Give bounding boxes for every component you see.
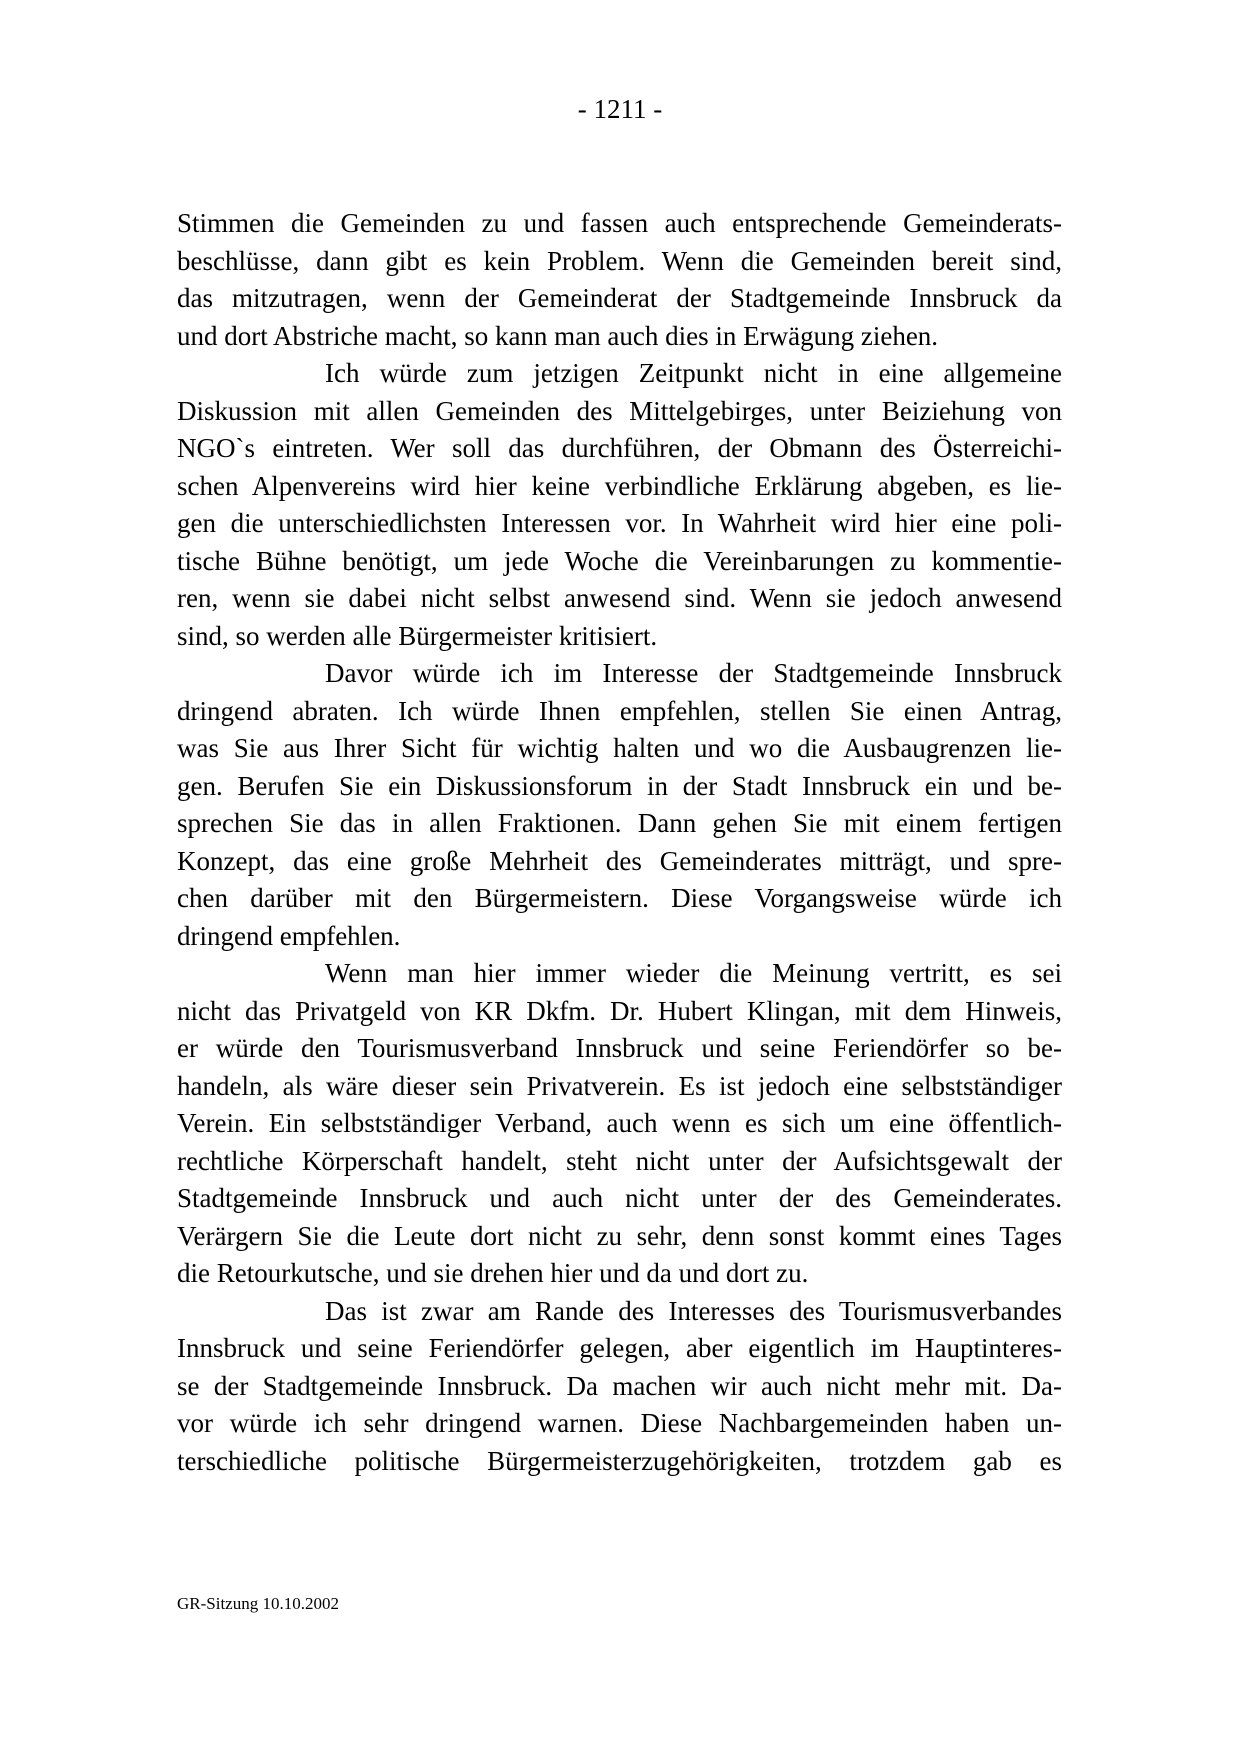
text-line: se der Stadtgemeinde Innsbruck. Da machen wir auch nicht mehr mit. Da- bbox=[177, 1370, 1062, 1401]
text-line: Diskussion mit allen Gemeinden des Mittelgebirges, unter Beiziehung von bbox=[177, 395, 1062, 426]
text-line: Stadtgemeinde Innsbruck und auch nicht unter der des Gemeinderates. bbox=[177, 1183, 1062, 1213]
text-line: ren, wenn sie dabei nicht selbst anwesend sind. Wenn sie jedoch anwesend bbox=[177, 583, 1062, 613]
text-line: beschlüsse, dann gibt es kein Problem. Wenn die Gemeinden bereit sind, bbox=[177, 245, 1062, 276]
text-line: Verein. Ein selbstständiger Verband, auch wenn es sich um eine öffentlich- bbox=[177, 1108, 1062, 1138]
text-line: gen die unterschiedlichsten Interessen vor. In Wahrheit wird hier eine poli- bbox=[177, 508, 1062, 538]
text-line: Davor würde ich im Interesse der Stadtgemeinde Innsbruck bbox=[325, 658, 1062, 688]
text-line: gen. Berufen Sie ein Diskussionsforum in der Stadt Innsbruck ein und be- bbox=[177, 770, 1062, 801]
text-line: Konzept, das eine große Mehrheit des Gemeinderates mitträgt, und spre- bbox=[177, 845, 1062, 876]
text-line: das mitzutragen, wenn der Gemeinderat der Stadtgemeinde Innsbruck da bbox=[177, 283, 1062, 313]
text-line: nicht das Privatgeld von KR Dkfm. Dr. Hubert Klingan, mit dem Hinweis, bbox=[177, 995, 1062, 1026]
text-line: chen darüber mit den Bürgermeistern. Diese Vorgangsweise würde ich bbox=[177, 883, 1062, 913]
text-line: vor würde ich sehr dringend warnen. Diese Nachbargemeinden haben un- bbox=[177, 1408, 1062, 1438]
text-line: Ich würde zum jetzigen Zeitpunkt nicht in eine allgemeine bbox=[325, 358, 1062, 388]
text-line: sprechen Sie das in allen Fraktionen. Dann gehen Sie mit einem fertigen bbox=[177, 808, 1062, 838]
text-line: er würde den Tourismusverband Innsbruck und seine Feriendörfer so be- bbox=[177, 1033, 1062, 1063]
text-line: sind, so werden alle Bürgermeister kritisiert. bbox=[177, 620, 658, 651]
text-line: die Retourkutsche, und sie drehen hier und da und dort zu. bbox=[177, 1258, 809, 1288]
text-line: und dort Abstriche macht, so kann man auch dies in Erwägung ziehen. bbox=[177, 320, 939, 351]
text-line: schen Alpenvereins wird hier keine verbindliche Erklärung abgeben, es lie- bbox=[177, 470, 1062, 501]
page-number: - 1211 - bbox=[577, 94, 663, 124]
text-line: Innsbruck und seine Feriendörfer gelegen, aber eigentlich im Hauptinteres- bbox=[177, 1333, 1062, 1363]
text-line: was Sie aus Ihrer Sicht für wichtig halten und wo die Ausbaugrenzen lie- bbox=[177, 733, 1062, 763]
footer-session-date: GR-Sitzung 10.10.2002 bbox=[177, 1594, 339, 1613]
text-line: Stimmen die Gemeinden zu und fassen auch entsprechende Gemeinderats- bbox=[177, 208, 1062, 238]
body-text bbox=[177, 205, 1062, 1480]
text-line: handeln, als wäre dieser sein Privatverein. Es ist jedoch eine selbstständiger bbox=[177, 1070, 1062, 1101]
text-line: Verärgern Sie die Leute dort nicht zu sehr, denn sonst kommt eines Tages bbox=[177, 1220, 1062, 1251]
text-line: dringend empfehlen. bbox=[177, 920, 401, 951]
text-line: Das ist zwar am Rande des Interesses des Tourismusverbandes bbox=[325, 1295, 1062, 1326]
text-line: terschiedliche politische Bürgermeisterzugehörigkeiten, trotzdem gab es bbox=[177, 1445, 1062, 1476]
text-line: dringend abraten. Ich würde Ihnen empfehlen, stellen Sie einen Antrag, bbox=[177, 695, 1062, 726]
text-line: NGO`s eintreten. Wer soll das durchführen, der Obmann des Österreichi- bbox=[177, 433, 1062, 463]
text-line: rechtliche Körperschaft handelt, steht nicht unter der Aufsichtsgewalt der bbox=[177, 1145, 1062, 1176]
text-line: tische Bühne benötigt, um jede Woche die Vereinbarungen zu kommentie- bbox=[177, 545, 1062, 576]
text-line: Wenn man hier immer wieder die Meinung vertritt, es sei bbox=[325, 958, 1062, 988]
